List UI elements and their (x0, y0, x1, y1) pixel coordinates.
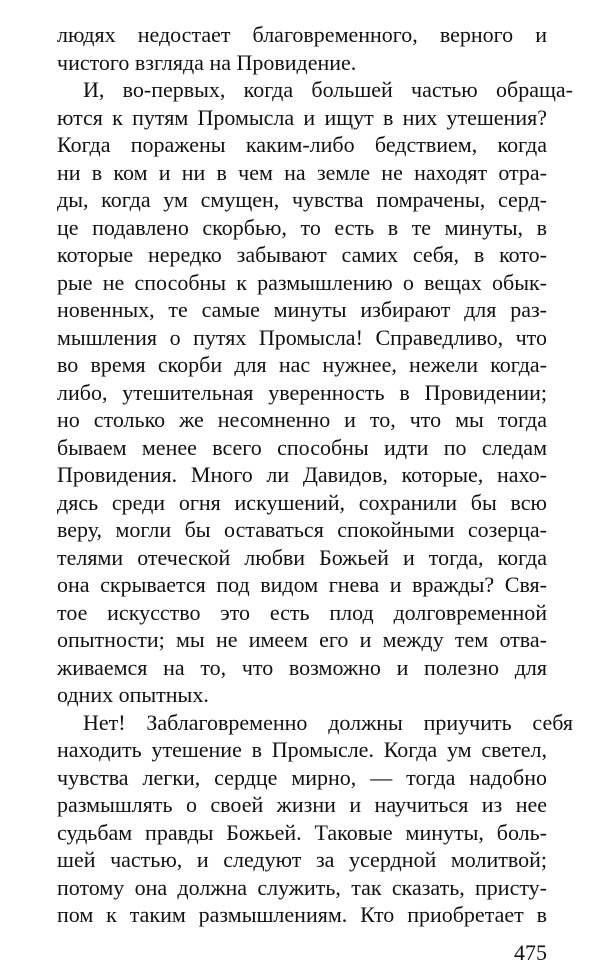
text-line-content: размышлять о своей жизни и научиться из нее (57, 792, 547, 817)
text-line-content: Провидения. Много ли Давидов, которые, нахо- (57, 462, 547, 487)
text-line-content: во время скорби для нас нужнее, нежели когда- (57, 352, 547, 377)
text-line-content: телями отеческой любви Божьей и тогда, когда (57, 544, 547, 570)
text-line-content: Нет! Заблаговременно должны приучить себя (83, 709, 573, 735)
text-line-content: живаемся на то, что возможно и полезно для (57, 654, 547, 680)
text-line-content: веру, могли бы оставаться спокойными созерца- (57, 517, 547, 542)
text-line-content: ются к путям Промысла и ищут в них утешения? (57, 104, 547, 130)
page-wrapper (57, 21, 573, 967)
text-line-content: но столько же несомненно и то, что мы тогда (57, 407, 547, 432)
text-line-content: опытности; мы не имеем его и между тем отва- (57, 627, 547, 652)
text-line (57, 461, 547, 489)
text-line-content: чувства легки, сердце мирно, — тогда надобно (57, 764, 547, 790)
text-line (57, 736, 547, 764)
text-line-content: мышления о путях Промысла! Справедливо, что (57, 324, 547, 350)
text-line-content: ды, когда ум смущен, чувства помрачены, серд- (57, 187, 547, 212)
text-line (57, 214, 547, 242)
text-line (57, 159, 547, 187)
text-line-content: либо, утешительная уверенность в Провидении; (57, 379, 547, 405)
text-line (57, 544, 547, 572)
text-line (57, 269, 547, 297)
text-line (57, 874, 547, 902)
text-line (57, 846, 547, 874)
text-line (57, 681, 547, 709)
text-line-content: людях недостает благовременного, верного и (57, 22, 547, 47)
text-line (57, 489, 547, 517)
text-line-content: Когда поражены каким-либо бедствием, когда (57, 132, 547, 157)
text-line-content: находить утешение в Промысле. Когда ум светел, (57, 737, 547, 762)
text-line (57, 406, 547, 434)
text-line (57, 626, 547, 654)
text-line-content: тое искусство это есть плод долговременной (57, 599, 547, 625)
text-line-content: судьбам правды Божьей. Таковые минуты, боль- (57, 819, 547, 845)
text-line (57, 791, 547, 819)
text-line (57, 516, 547, 544)
text-line (57, 76, 573, 104)
text-line (57, 351, 547, 379)
text-line (57, 324, 547, 352)
text-line (57, 434, 547, 462)
page-number: 475 (514, 939, 547, 965)
text-line (57, 21, 547, 49)
text-line-content: И, во-первых, когда большей частью обраща- (83, 77, 573, 102)
text-line-content: ни в ком и ни в чем на земле не находят отра- (57, 159, 547, 185)
text-line-content: це подавлено скорбью, то есть в те минуты, в (57, 214, 547, 240)
text-line (57, 296, 547, 324)
text-line (57, 379, 547, 407)
text-line (57, 131, 547, 159)
text-line (57, 599, 547, 627)
text-line (57, 709, 573, 737)
text-line-content: шей частью, и следуют за усердной молитвой; (57, 847, 547, 872)
text-line-content: которые нередко забывают самих себя, в кото- (57, 242, 547, 267)
text-line (57, 571, 547, 599)
text-line-content: одних опытных. (57, 682, 209, 707)
text-line-content: она скрывается под видом гнева и вражды? Свя- (57, 572, 547, 597)
paragraph (57, 21, 547, 76)
text-line-content: чистого взгляда на Провидение. (57, 49, 357, 75)
paragraph (57, 76, 573, 709)
text-line (57, 901, 547, 929)
text-line (57, 241, 547, 269)
text-line (57, 819, 547, 847)
text-line-content: пом к таким размышлениям. Кто приобретает в (57, 902, 547, 927)
text-line-content: бываем менее всего способны идти по следам (57, 434, 547, 460)
text-line-content: новенных, те самые минуты избирают для раз- (57, 297, 547, 322)
text-line (57, 764, 547, 792)
text-line (57, 186, 547, 214)
text-line (57, 104, 547, 132)
page-body (57, 21, 573, 929)
text-line-content: дясь среди огня искушений, сохранили бы всю (57, 489, 547, 515)
text-line-content: потому она должна служить, так сказать, присту- (57, 874, 547, 900)
text-line-content: рые не способны к размышлению о вещах обык- (57, 269, 547, 295)
text-line (57, 49, 547, 77)
text-line (57, 654, 547, 682)
paragraph (57, 709, 573, 929)
